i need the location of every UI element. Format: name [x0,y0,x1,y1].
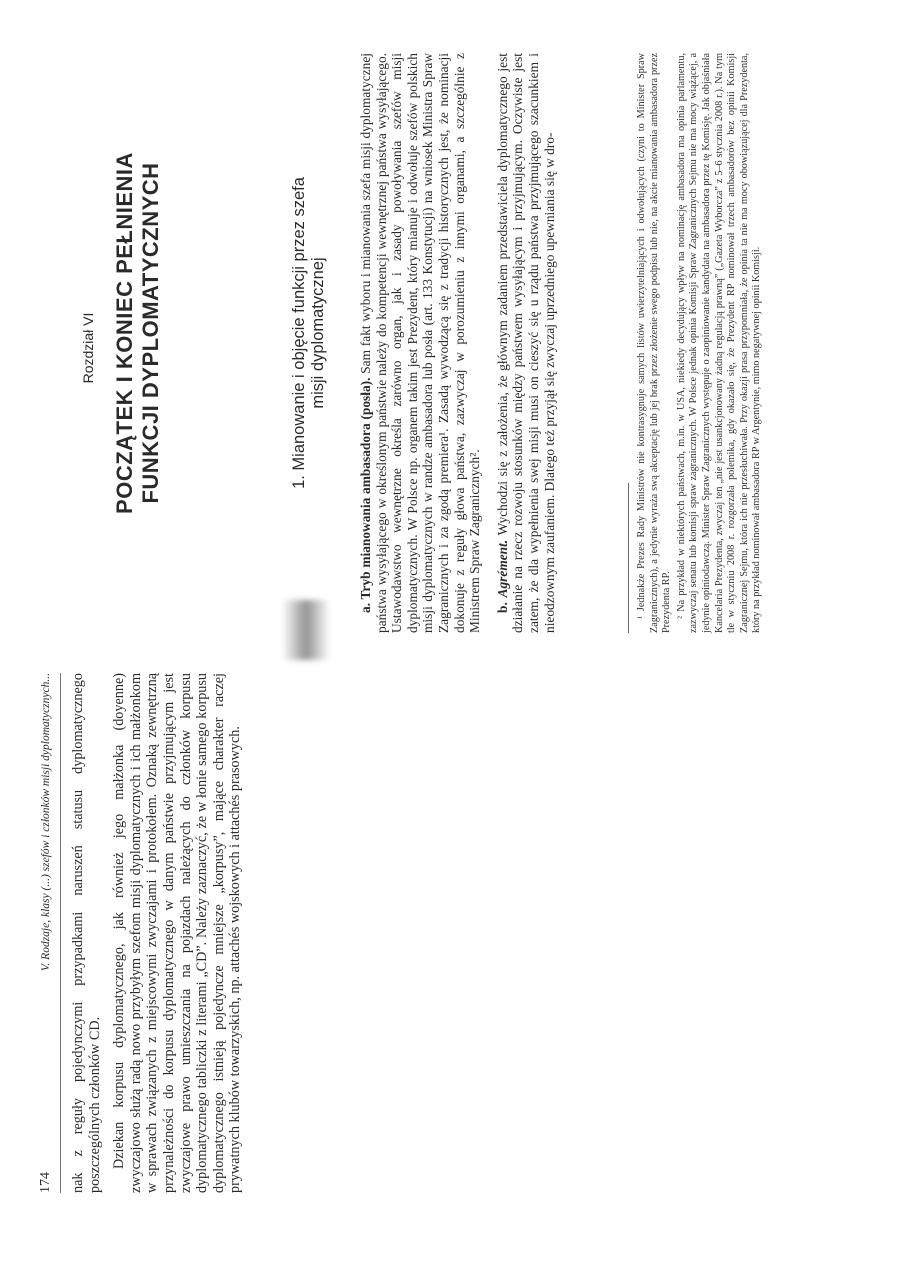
paragraph-a [358,53,483,633]
paragraph-lead [495,540,510,613]
running-title: V. Rodzaje, klasy (...) szefów i członków misji dyplomatycznych... [40,673,52,972]
term-agrement: Agrément. [494,539,510,598]
paragraph-marker: b. [494,597,510,613]
footnote: ² Na przykład w niektórych państwach, m.in. w USA, niekiedy decydujący wpływ na nominację ambasadora ma opinia parlamentu, zazwyczaj senatu lub komisji spraw zagranicznych. W Polsce jednak opinia Komisji Spraw Zagranicznych Sejmu nie ma mocy wiążącej, a jedynie opiniodawczą. Minister Spraw Zagranicznych występuje o zaopiniowanie kandydata na ambasadora przez tę Komisję. Jak objaśniała Kancelaria Prezydenta, zwyczaj ten „nie jest usankcjonowany żadną regulacją prawną” („Gazeta Wyborcza” z 5–6 stycznia 2008 r.). Na tym tle w styczniu 2008 r. rozgorzała polemika, gdy okazało się, że Prezydent RP nominował trzech ambasadorów bez opinii Komisji Zagranicznej Sejmu, która ich nie przesłuchiwała. Przy okazji prasa przypomniała, że opinia ta nie ma mocy obowiązującej dla Prezydenta, który na przykład nominował ambasadora RP w Argentynie, mimo negatywnej opinii Komisji. [675,53,763,633]
chapter-title-line: FUNKCJI DYPLOMATYCZNYCH [138,162,163,504]
paragraph: Dziekan korpusu dyplomatycznego, jak również jego małżonka (doyenne) zwyczajowo służą radą nowo przybyłym szefom misji dyplomatycznych i ich małżonkom w sprawach związanych z miejscowymi zwyczajami i protokołem. Oznaką zewnętrzną przynależności do korpusu dyplomatycznego w danym państwie przyjmującym jest zwyczajowe prawo umieszczania na pojazdach należących do członków korpusu dyplomatycznego tabliczki z literami „CD”. Należy zaznaczyć, że w łonie samego korpusu dyplomatycznego istnieją pojedyncze mniejsze „korpusy”, mające charakter raczej prywatnych klubów towarzyskich, np. attachés wojskowych i attachés prasowych. [111,673,244,1193]
chapter-body [358,53,569,633]
footnotes [636,53,766,633]
footnote: ¹ Jednakże Prezes Rady Ministrów nie kontrasygnuje samych listów uwierzytelniających i odwołujących (czyni to Minister Spraw Zagranicznych), a jedynie wyraża swą akceptację lub jej brak przez złożenie swego podpisu lub nie, na akcie mianowania ambasadora przez Prezydenta RP. [636,53,673,633]
paragraph: nak z reguły pojedynczymi przypadkami naruszeń statusu dyplomatycznego poszczególnych członków CD. [70,673,103,1193]
chapter-title-line: POCZĄTEK I KONIEC PEŁNIENIA [112,152,137,514]
paragraph-text: Wychodzi się z założenia, że głównym zadaniem przedstawiciela dyplomatycznego jest działanie na rzecz rozwoju stosunków między państwem wysyłającym i przyjmującym. Oczywiste jest zatem, że dla wypełnienia swej misji musi on cieszyć się u rządu państwa przyjmującego szacunkiem i nieodzownym zaufaniem. Dlatego też przyjął się zwyczaj uprzedniego upewniania się w dro- [494,52,557,633]
section-title-line: 1. Mianowanie i objęcie funkcji przez szefa [290,177,308,489]
footnote-divider [628,483,629,633]
paragraph-text: Sam fakt wyboru i mianowania szefa misji dyplomatycznej państwa wysyłającego w określonym państwie należy do kompetencji wewnętrznej państwa wysyłającego. Ustawodawstwo wewnętrzne określa zarówno organ, jak i zasady powoływania szefów misji dyplomatycznych. W Polsce np. organem takim jest Prezydent, który mianuje i odwołuje szefów polskich misji dyplomatycznych w randze ambasadora lub posła (art. 133 Konstytucji) na wniosek Ministra Spraw Zagranicznych i za zgodą premiera¹. Zasadą wywodzącą się z tradycji historycznych jest, że nominacji dokonuje z reguły głowa państwa, zazwyczaj w porozumieniu z innymi organami, a szczególnie z Ministrem Spraw Zagranicznych². [358,53,483,633]
running-head [34,673,61,1193]
section-title [290,53,328,613]
left-page [0,653,899,1263]
chapter-label: Rozdział VI [80,312,96,384]
paragraph-b [495,53,557,633]
paragraph-lead: a. Tryb mianowania ambasadora (posła). [358,377,373,613]
left-page-text [70,673,244,1193]
page-number: 174 [38,1172,53,1193]
chapter-title [112,33,164,633]
section-title-line: misji dyplomatycznej [309,257,327,409]
